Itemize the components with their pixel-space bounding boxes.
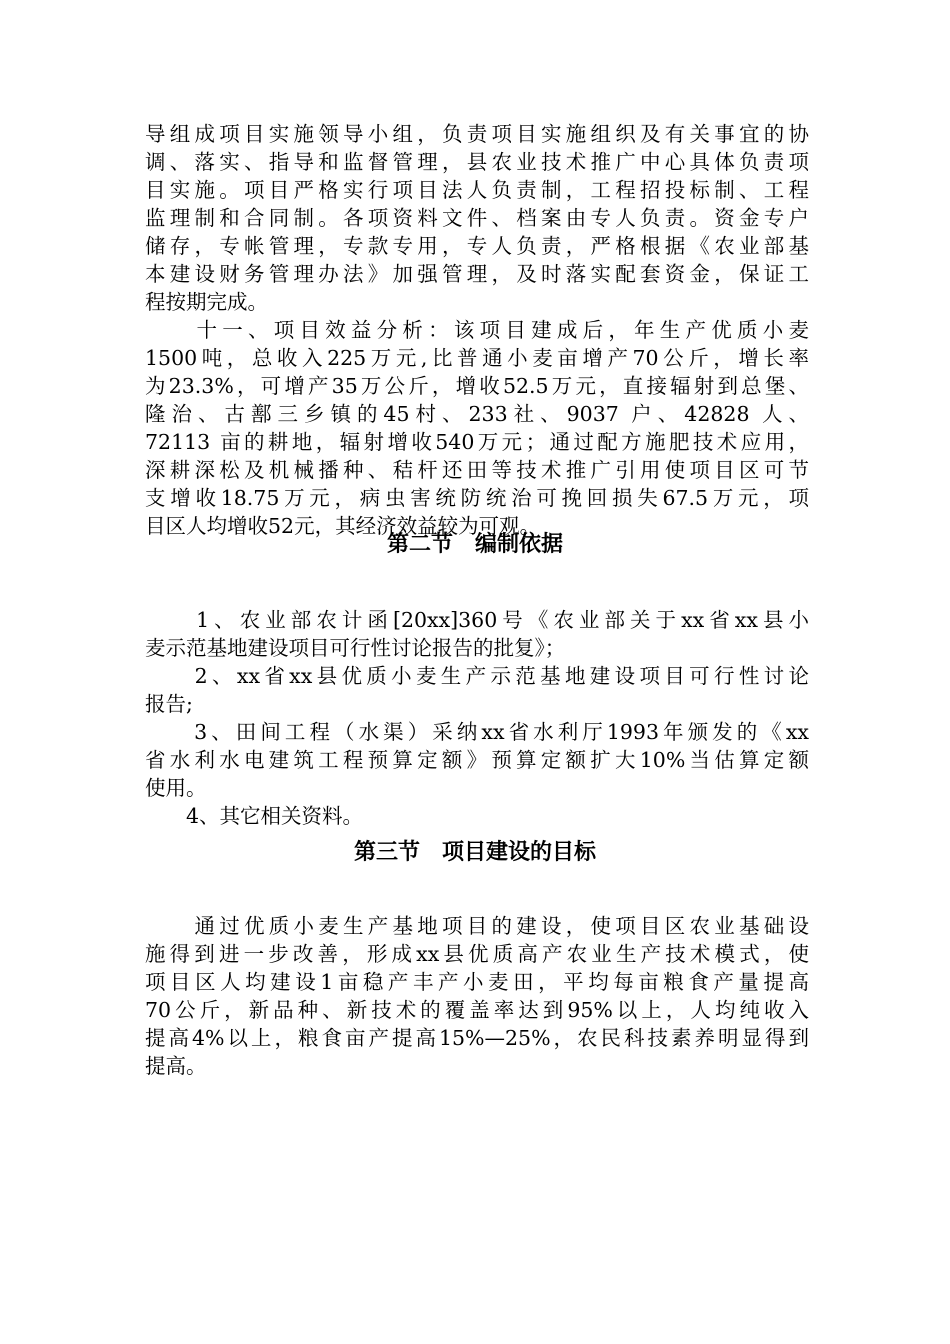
text-line: 支增收18.75万元，病虫害统防统治可挽回损失67.5万元，项 <box>145 486 809 510</box>
text-line: 报告; <box>145 692 193 716</box>
text-line: 项目区人均建设1亩稳产丰产小麦田，平均每亩粮食产量提高 <box>145 970 809 994</box>
text-line: 储存，专帐管理，专款专用，专人负责，严格根据《农业部基 <box>145 234 809 258</box>
text-line: 程按期完成。 <box>145 290 268 314</box>
text-line: 目区人均增收52元，其经济效益较为可观。 <box>145 514 541 538</box>
text-line: 施得到进一步改善，形成xx县优质高产农业生产技术模式，使 <box>145 942 809 966</box>
text-line: 72113 亩的耕地，辐射增收540万元；通过配方施肥技术应用， <box>145 430 809 454</box>
text-line: 70公斤，新品种、新技术的覆盖率达到95%以上，人均纯收入 <box>145 998 809 1022</box>
text-line: 监理制和合同制。各项资料文件、档案由专人负责。资金专户 <box>145 206 809 230</box>
paragraph-goals <box>145 912 809 1080</box>
text-line: 1、农业部农计函[20xx]360号《农业部关于xx省xx县小 <box>145 608 809 632</box>
paragraph-benefit-analysis <box>145 316 809 540</box>
text-line: 3、田间工程（水渠）采纳xx省水利厅1993年颁发的《xx <box>145 720 809 744</box>
text-line: 本建设财务管理办法》加强管理，及时落实配套资金，保证工 <box>145 262 809 286</box>
basis-item <box>145 662 809 718</box>
text-line: 十一、项目效益分析：该项目建成后，年生产优质小麦 <box>145 318 809 342</box>
text-line: 导组成项目实施领导小组，负责项目实施组织及有关事宜的协 <box>145 122 809 146</box>
text-line: 使用。 <box>145 776 207 800</box>
text-line: 为23.3%，可增产35万公斤，增收52.5万元，直接辐射到总堡、 <box>145 374 809 398</box>
text-line: 目实施。项目严格实行项目法人负责制，工程招投标制、工程 <box>145 178 809 202</box>
basis-item <box>145 606 809 662</box>
basis-item <box>145 802 809 830</box>
text-line: 麦示范基地建设项目可行性讨论报告的批复》； <box>145 636 566 660</box>
basis-list <box>145 606 809 830</box>
text-line: 4、其它相关资料。 <box>145 804 364 828</box>
section-heading-basis: 第二节 编制依据 <box>386 532 563 557</box>
text-line: 2、xx省xx县优质小麦生产示范基地建设项目可行性讨论 <box>145 664 809 688</box>
text-line: 提高。 <box>145 1054 207 1078</box>
text-line: 深耕深松及机械播种、秸杆还田等技术推广引用使项目区可节 <box>145 458 809 482</box>
text-line: 1500吨，总收入225万元,比普通小麦亩增产70公斤，增长率 <box>145 346 809 370</box>
paragraph-implementation <box>145 120 809 316</box>
text-line: 通过优质小麦生产基地项目的建设，使项目区农业基础设 <box>145 914 809 938</box>
basis-item <box>145 718 809 802</box>
text-line: 省水利水电建筑工程预算定额》预算定额扩大10%当估算定额 <box>145 748 809 772</box>
text-line: 提高4%以上，粮食亩产提高15%—25%，农民科技素养明显得到 <box>145 1026 809 1050</box>
text-line: 调、落实、指导和监督管理，县农业技术推广中心具体负责项 <box>145 150 809 174</box>
text-line: 隆治、古鄯三乡镇的45村、233社、9037 户、42828 人、 <box>145 402 809 426</box>
section-heading-goals: 第三节 项目建设的目标 <box>353 840 596 865</box>
